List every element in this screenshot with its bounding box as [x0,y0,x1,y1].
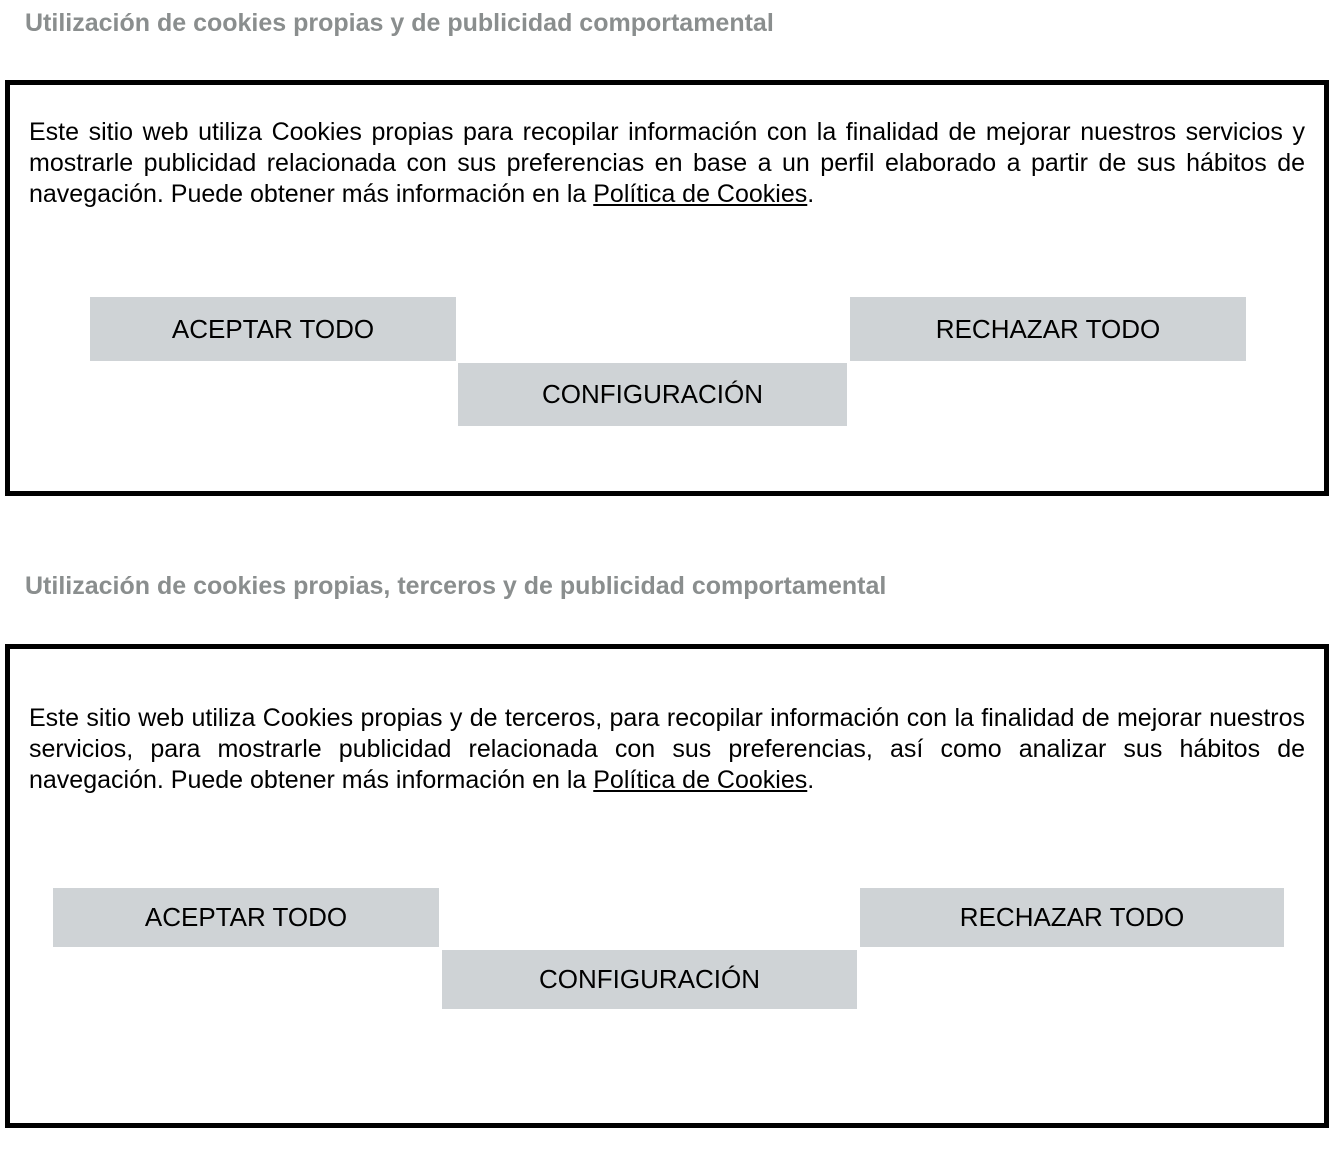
cookie-banner-message [29,117,1305,210]
cookie-banner-message-end: . [807,766,815,794]
reject-all-button[interactable]: RECHAZAR TODO [860,888,1284,947]
section-heading-third-party-cookies: Utilización de cookies propias, terceros y de publicidad comportamental [25,572,887,600]
cookie-banner-message-end: . [807,180,815,208]
cookie-banner-message-text: Este sitio web utiliza Cookies propias y de terceros, para recopilar información con la finalidad de mejorar nuestros servicios, para mostrarle publicidad relacionada con sus preferencias, así como analizar sus hábitos de navegación. Puede obtener más información en la [29,704,1305,794]
accept-all-button[interactable]: ACEPTAR TODO [90,297,456,361]
reject-all-button[interactable]: RECHAZAR TODO [850,297,1246,361]
cookie-banner-message-text: Este sitio web utiliza Cookies propias para recopilar información con la finalidad de mejorar nuestros servicios y mostrarle publicidad relacionada con sus preferencias en base a un perfil elaborado a partir de sus hábitos de navegación. Puede obtener más información en la [29,118,1305,208]
cookie-policy-link[interactable]: Política de Cookies [593,766,808,794]
configuration-button[interactable]: CONFIGURACIÓN [458,363,847,426]
cookie-banner-third-party-cookies [5,644,1329,1128]
cookie-banner-message [29,703,1305,796]
section-heading-own-cookies: Utilización de cookies propias y de publicidad comportamental [25,9,774,37]
accept-all-button[interactable]: ACEPTAR TODO [53,888,439,947]
cookie-policy-link[interactable]: Política de Cookies [593,180,808,208]
cookie-banner-own-cookies [5,80,1329,496]
configuration-button[interactable]: CONFIGURACIÓN [442,950,857,1009]
